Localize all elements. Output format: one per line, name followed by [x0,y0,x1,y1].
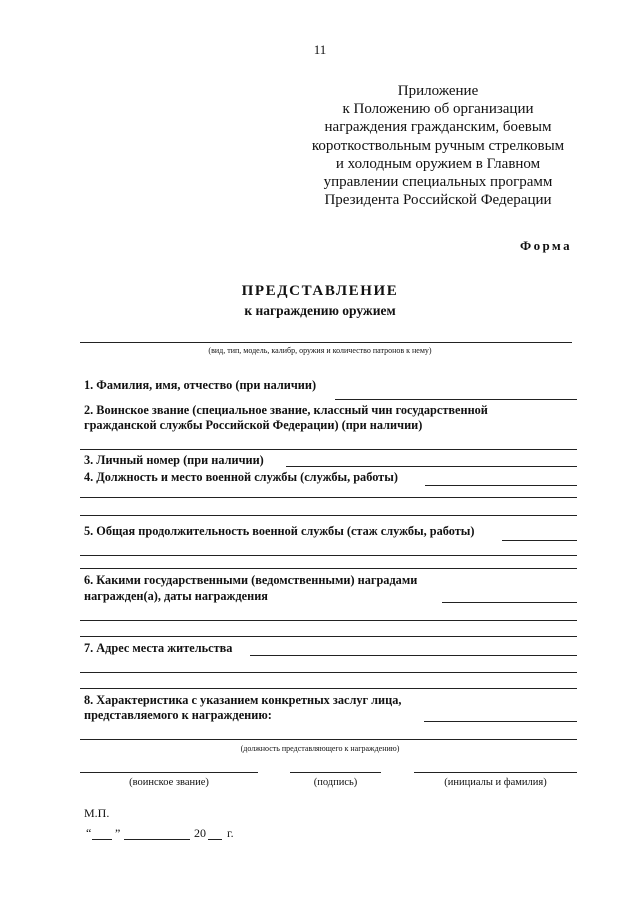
item-4-label: 4. Должность и место военной службы (службы, работы) [84,470,398,484]
date-year-suffix: г. [227,826,234,840]
form-label: Форма [520,238,572,253]
item-6-label-b: награжден(а), даты награждения [84,589,268,603]
name-field-line[interactable] [414,772,577,773]
appendix-line: управлении специальных программ [323,174,553,191]
item-2-label-b: гражданской службы Российской Федерации) (при наличии) [84,418,423,432]
document-title: ПРЕДСТАВЛЕНИЕ [241,283,399,299]
rank-field-line[interactable] [80,772,258,773]
item-3-field-line[interactable] [286,466,577,467]
item-4-field-line[interactable] [425,485,577,486]
position-hint: (должность представляющего к награждению) [240,744,400,753]
item-5-extra-line[interactable] [80,568,577,569]
item-8-label-a: 8. Характеристика с указанием конкретных заслуг лица, [84,693,402,707]
appendix-line: и холодным оружием в Главном [335,155,541,172]
item-4-extra-line[interactable] [80,515,577,516]
item-6-extra-line[interactable] [80,620,577,621]
item-8-field-line[interactable] [424,721,577,722]
item-5-extra-line[interactable] [80,555,577,556]
item-7-label: 7. Адрес места жительства [84,641,233,655]
item-6-extra-line[interactable] [80,636,577,637]
stamp-label: М.П. [84,806,110,820]
appendix-line: к Положению об организации [342,101,534,118]
item-7-extra-line[interactable] [80,672,577,673]
item-4-extra-line[interactable] [80,497,577,498]
weapon-hint: (вид, тип, модель, калибр, оружия и количество патронов к нему) [208,346,432,355]
date-month-field[interactable] [124,839,190,840]
item-1-label: 1. Фамилия, имя, отчество (при наличии) [84,378,317,392]
date-day-field[interactable] [92,839,112,840]
item-2-label-a: 2. Воинское звание (специальное звание, классный чин государственной [84,403,488,417]
rank-caption: (воинское звание) [129,777,209,788]
appendix-block [300,82,576,209]
item-5-label: 5. Общая продолжительность военной службы (стаж службы, работы) [84,524,475,538]
appendix-line: Приложение [397,83,479,99]
item-8-extra-line[interactable] [80,739,577,740]
item-6-field-line[interactable] [442,602,577,603]
signature-field-line[interactable] [290,772,381,773]
name-caption: (инициалы и фамилия) [444,777,547,788]
date-open-quote: “ [86,826,92,840]
item-5-field-line[interactable] [502,540,577,541]
appendix-line: короткоствольным ручным стрелковым [311,137,565,154]
item-2-field-line[interactable] [80,449,577,450]
item-8-label-b: представляемого к награждению: [84,708,272,722]
item-6-label-a: 6. Какими государственными (ведомственными) наградами [84,573,418,587]
signature-caption: (подпись) [313,777,358,788]
date-year-field[interactable] [208,839,222,840]
item-1-field-line[interactable] [335,399,577,400]
appendix-line: Президента Российской Федерации [324,192,552,209]
page-number: 11 [313,42,327,57]
date-year-prefix: 20 [194,826,206,840]
item-7-field-line[interactable] [250,655,577,656]
weapon-field-line[interactable] [80,342,572,343]
appendix-line: награждения гражданским, боевым [324,119,552,136]
date-close-quote: ” [115,826,121,840]
item-3-label: 3. Личный номер (при наличии) [84,453,264,467]
document-subtitle: к награждению оружием [244,303,396,318]
item-7-extra-line[interactable] [80,688,577,689]
